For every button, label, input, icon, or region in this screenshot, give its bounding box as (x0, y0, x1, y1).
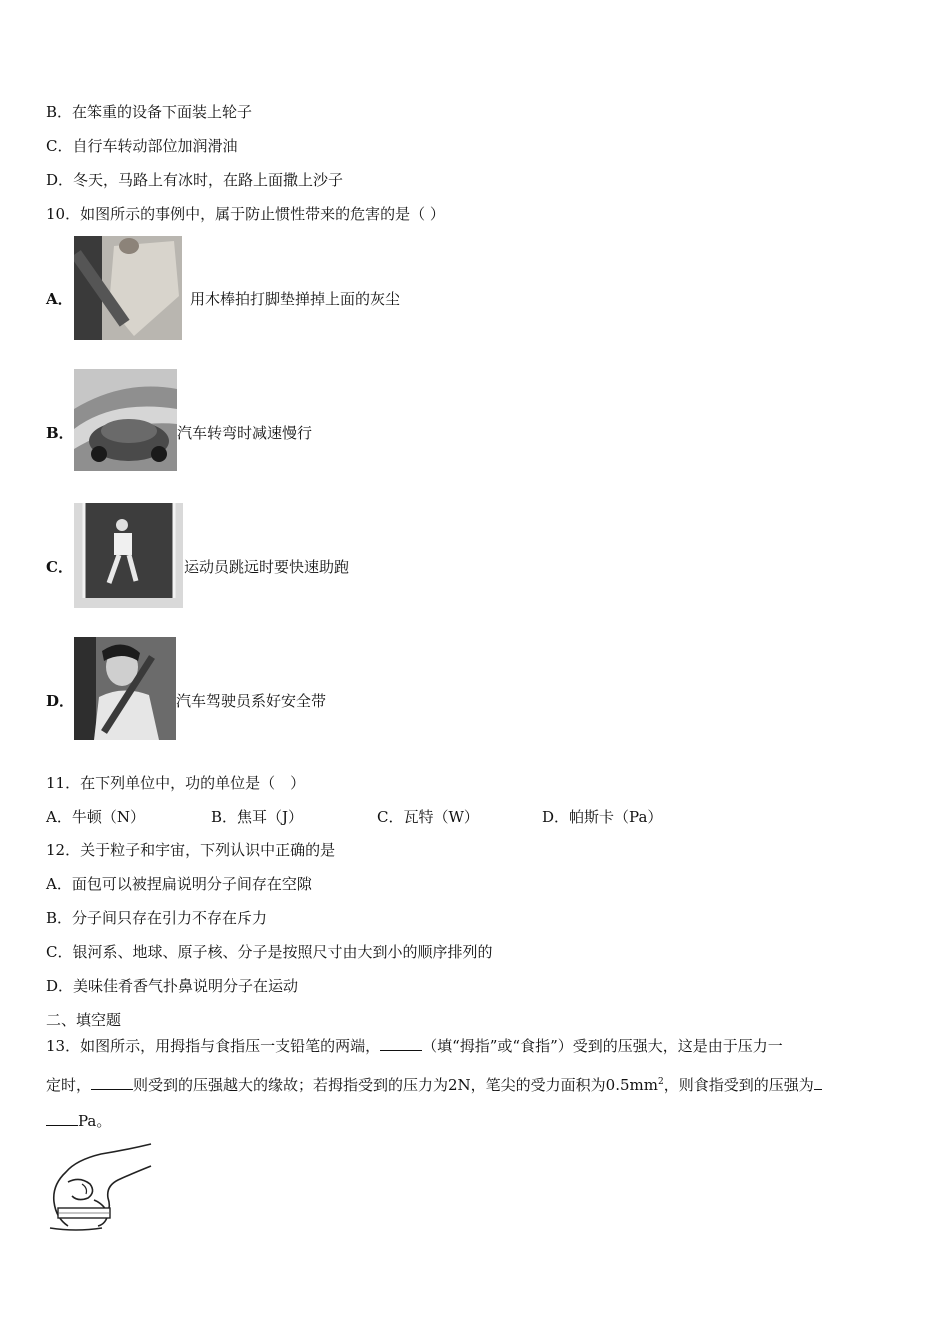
q12-option-a: A．面包可以被捏扁说明分子间存在空隙 (46, 875, 312, 893)
photo-long-jump (74, 503, 183, 608)
q10-option-d-text: 汽车驾驶员系好安全带 (176, 692, 327, 710)
sketch-fingers-pressing-pencil (46, 1140, 158, 1234)
q13-text-1: 13．如图所示，用拇指与食指压一支铅笔的两端， (46, 1037, 381, 1055)
q10-option-a-text: 用木棒拍打脚垫掸掉上面的灰尘 (190, 290, 401, 308)
q10-option-b-label: B． (46, 424, 74, 442)
q11-option-c: C．瓦特（W） (377, 808, 479, 826)
q10-option-c-text: 运动员跳远时要快速助跑 (184, 558, 350, 576)
q10-option-d-label: D． (46, 692, 75, 710)
q13-blank-1[interactable] (380, 1035, 422, 1051)
q11-option-d: D．帕斯卡（Pa） (542, 808, 663, 826)
q13-text-6: Pa。 (78, 1112, 112, 1130)
q12-stem: 12．关于粒子和宇宙，下列认识中正确的是 (46, 841, 336, 859)
q10-option-a-label: A． (46, 290, 73, 308)
q12-option-d: D．美味佳肴香气扑鼻说明分子在运动 (46, 977, 299, 995)
q13-text-4: 则受到的压强越大的缘故；若拇指受到的压力为2N，笔尖的受力面积为0.5mm (133, 1076, 658, 1094)
q11-option-b: B．焦耳（J） (211, 808, 304, 826)
q13-text-5: ，则食指受到的压强为 (663, 1076, 814, 1094)
q13-superscript: 2 (658, 1077, 664, 1087)
q13-text-2: （填“拇指”或“食指”）受到的压强大，这是由于压力一 (422, 1037, 783, 1055)
photo-seatbelt-driver (74, 637, 176, 740)
q9-option-d: D．冬天，马路上有冰时，在路上面撒上沙子 (46, 171, 344, 189)
photo-car-turning (74, 369, 177, 471)
q13-line-3 (46, 1110, 111, 1131)
q10-stem: 10．如图所示的事例中，属于防止惯性带来的危害的是（ ） (46, 205, 445, 223)
q13-blank-2[interactable] (91, 1074, 133, 1090)
q10-option-b-text: 汽车转弯时减速慢行 (177, 424, 313, 442)
q13-line-1 (46, 1035, 783, 1056)
photo-beating-mat (74, 236, 182, 340)
q12-option-b: B．分子间只存在引力不存在斥力 (46, 909, 268, 927)
q13-line-2 (46, 1072, 822, 1095)
q13-blank-3b[interactable] (46, 1110, 78, 1126)
section-heading-fill-blank: 二、填空题 (46, 1011, 122, 1029)
q9-option-c: C．自行车转动部位加润滑油 (46, 137, 238, 155)
q9-option-b: B．在笨重的设备下面装上轮子 (46, 103, 253, 121)
q11-option-a: A．牛顿（N） (46, 808, 145, 826)
q11-stem: 11．在下列单位中，功的单位是（ ） (46, 774, 306, 792)
q10-option-c-label: C． (46, 558, 73, 576)
q13-blank-3a[interactable] (814, 1074, 822, 1090)
q13-text-3: 定时， (46, 1076, 92, 1094)
q12-option-c: C．银河系、地球、原子核、分子是按照尺寸由大到小的顺序排列的 (46, 943, 493, 961)
